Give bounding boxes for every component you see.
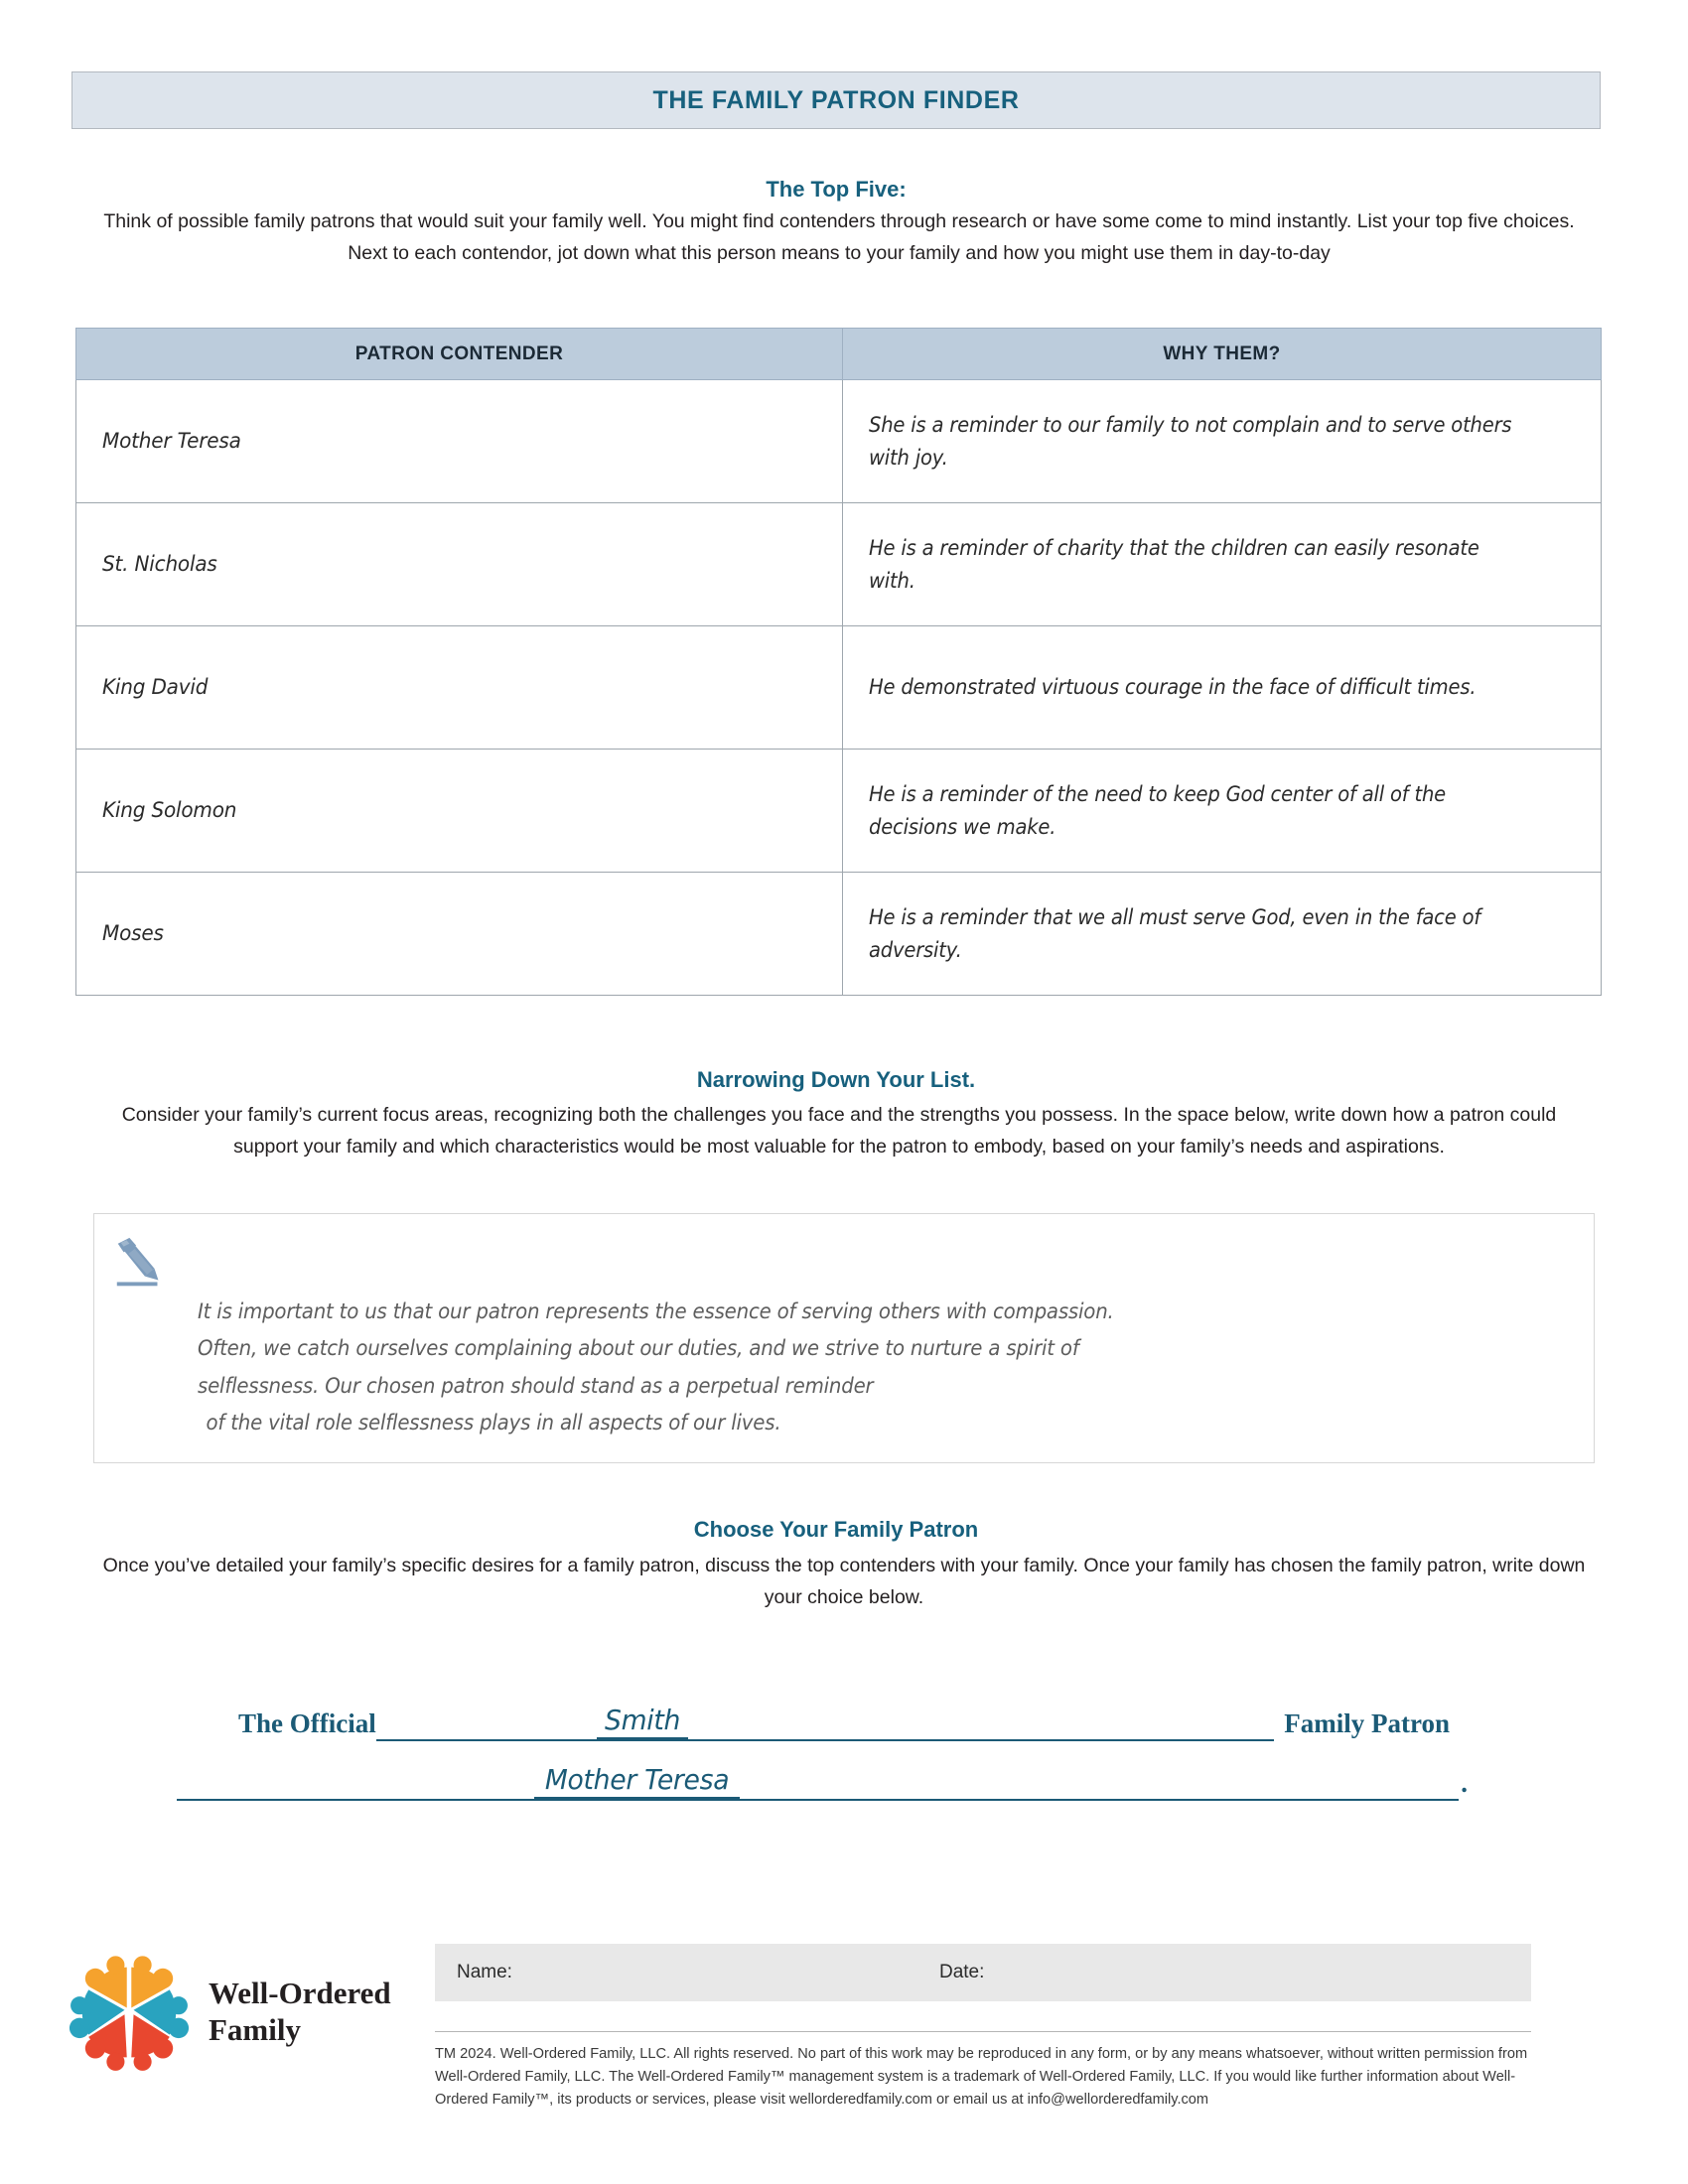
note-line: Often, we catch ourselves complaining about our duties, and we strive to nurture a spirit of	[198, 1336, 1079, 1361]
page-title: THE FAMILY PATRON FINDER	[652, 85, 1020, 114]
page-title-banner	[71, 71, 1601, 129]
narrowing-heading: Narrowing Down Your List.	[696, 1067, 976, 1092]
name-date-bar	[435, 1944, 1531, 2001]
table-row	[76, 503, 1602, 626]
brand-logo	[62, 1938, 399, 2087]
contender-value: St. Nicholas	[102, 551, 217, 577]
cell-why[interactable]	[843, 380, 1602, 503]
brand-wordmark-line1: Well-Ordered	[209, 1976, 391, 2011]
contender-value: Mother Teresa	[102, 428, 241, 454]
brand-wordmark	[209, 1976, 391, 2048]
cell-contender[interactable]	[76, 873, 843, 996]
note-line: selflessness. Our chosen patron should stand as a perpetual reminder	[198, 1373, 874, 1398]
table-row	[76, 380, 1602, 503]
patron-blank-right[interactable]	[740, 1767, 1459, 1801]
narrowing-note-box[interactable]	[93, 1213, 1595, 1463]
why-value: He is a reminder that we all must serve God, even in the face of adversity.	[869, 904, 1481, 962]
cell-contender[interactable]	[76, 750, 843, 873]
cell-why[interactable]	[843, 503, 1602, 626]
cell-why[interactable]	[843, 750, 1602, 873]
patron-blank-left[interactable]	[177, 1767, 534, 1801]
contender-value: Moses	[102, 920, 164, 946]
why-value: He demonstrated virtuous courage in the face of difficult times.	[869, 675, 1477, 700]
pencil-icon	[110, 1234, 172, 1296]
top-five-heading: The Top Five:	[766, 177, 907, 202]
choose-patron-heading: Choose Your Family Patron	[693, 1517, 979, 1542]
date-field-label: Date:	[938, 1962, 985, 1982]
family-name-value: Smith	[604, 1704, 680, 1736]
why-value: She is a reminder to our family to not complain and to serve others with joy.	[869, 412, 1512, 470]
narrowing-paragraph: Consider your family’s current focus areas, recognizing both the challenges you face and the strengths you possess. In the space below, write down how a patron could support your family and which characteristics would be most valuable for the patron to embody, based on your family’s needs and aspirations.	[121, 1104, 1557, 1158]
column-header-why: WHY THEM?	[843, 329, 1602, 380]
table-row	[76, 626, 1602, 750]
cell-contender[interactable]	[76, 380, 843, 503]
declaration-line-one	[238, 1690, 1450, 1741]
why-value: He is a reminder of charity that the children can easily resonate with.	[869, 535, 1479, 593]
name-field-label: Name:	[457, 1962, 512, 1982]
footer-divider	[435, 2031, 1531, 2032]
top-five-paragraph: Think of possible family patrons that would suit your family well. You might find contenders through research or have some come to mind instantly. List your top five choices. Next to each contendor, jot down what this person means to your family and how you might use them in day-to-day	[103, 210, 1575, 264]
contender-value: King Solomon	[102, 797, 237, 823]
cell-contender[interactable]	[76, 503, 843, 626]
patron-contenders-table	[75, 328, 1602, 996]
cell-why[interactable]	[843, 626, 1602, 750]
patron-name-field[interactable]	[534, 1763, 740, 1801]
declaration-line-two	[177, 1749, 1468, 1801]
declaration-prefix: The Official	[238, 1708, 376, 1738]
cell-contender[interactable]	[76, 626, 843, 750]
declaration-suffix: Family Patron	[1284, 1708, 1450, 1738]
note-line: of the vital role selflessness plays in all aspects of our lives.	[206, 1411, 781, 1435]
well-ordered-family-logo-icon	[62, 1945, 197, 2080]
declaration-period: .	[1461, 1768, 1468, 1798]
contender-value: King David	[102, 674, 209, 700]
why-value: He is a reminder of the need to keep God center of all of the decisions we make.	[869, 781, 1447, 839]
table-header-row	[76, 329, 1602, 380]
choose-patron-paragraph: Once you’ve detailed your family’s specific desires for a family patron, discuss the top contenders with your family. Once your family has chosen the family patron, write down your choice below.	[102, 1555, 1586, 1608]
table-row	[76, 750, 1602, 873]
declaration-blank-left[interactable]	[376, 1707, 597, 1741]
column-header-contender: PATRON CONTENDER	[76, 329, 843, 380]
cell-why[interactable]	[843, 873, 1602, 996]
legal-text: TM 2024. Well-Ordered Family, LLC. All rights reserved. No part of this work may be reproduced in any form, or by any means whatsoever, without written permission from Well-Ordered Family, LLC. The Well-Ordered Family™ management system is a trademark of Well-Ordered Family, LLC. If you would like further information about Well-Ordered Family™, its products or services, please visit wellorderedfamily.com or email us at info@wellorderedfamily.com	[435, 2046, 1528, 2109]
brand-wordmark-line2: Family	[209, 2012, 301, 2047]
declaration-blank-right[interactable]	[688, 1707, 1274, 1741]
patron-name-value: Mother Teresa	[544, 1763, 730, 1796]
note-line: It is important to us that our patron represents the essence of serving others with compassion.	[198, 1299, 1114, 1323]
table-row	[76, 873, 1602, 996]
family-name-field[interactable]	[597, 1704, 688, 1741]
narrowing-note-text	[198, 1294, 1518, 1442]
